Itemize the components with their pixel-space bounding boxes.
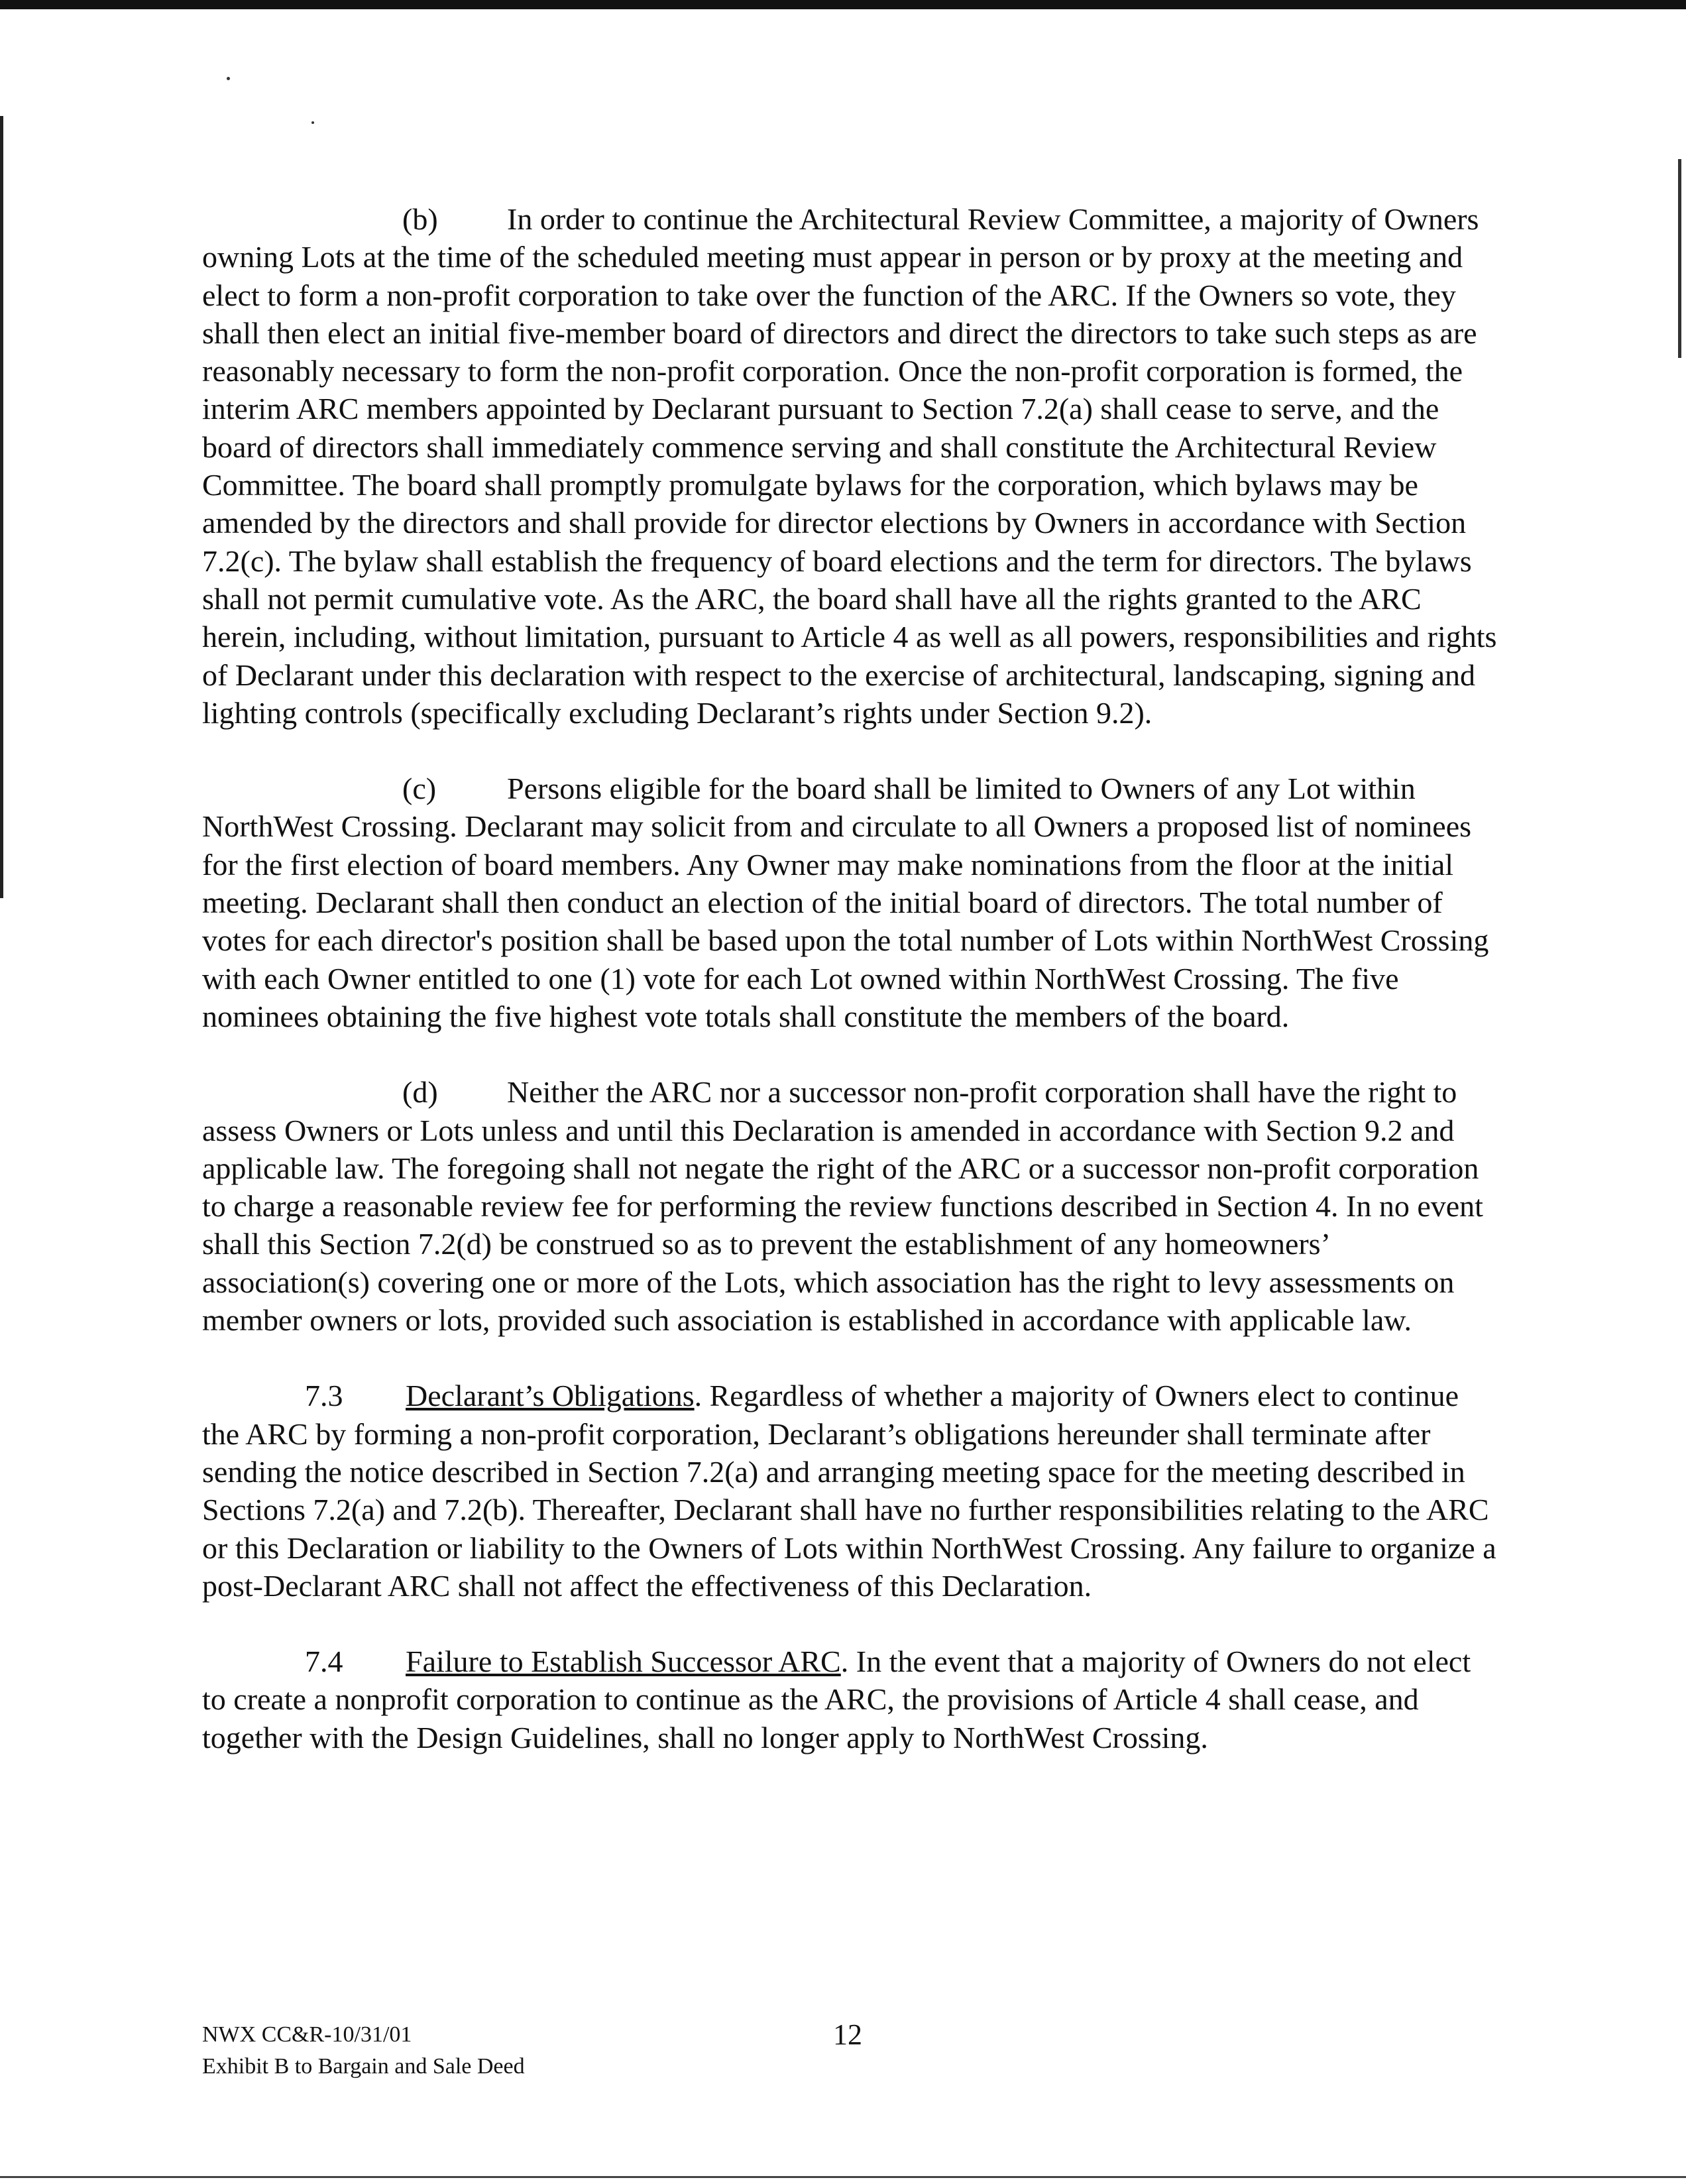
page-number: 12 [833, 2018, 862, 2051]
section-title: Declarant’s Obligations [406, 1379, 695, 1413]
section-number: 7.3 [305, 1379, 343, 1413]
scan-speck [311, 121, 314, 124]
scan-bottom-border [0, 2176, 1686, 2178]
subsection-label: (d) [402, 1075, 438, 1110]
subsection-text: Persons eligible for the board shall be limited to Owners of any Lot within NorthWest Crossing. Declarant may solicit from and circulate to all Owners a proposed list of nominees for the first election of board members. Any Owner may make nominations from the floor at the initial meeting. Declarant shall then conduct an election of the initial board of directors. The total number of votes for each director's position shall be based upon the total number of Lots within NorthWest Crossing with each Owner entitled to one (1) vote for each Lot owned within NorthWest Crossing. The five nominees obtaining the five highest vote totals shall constitute the members of the board. [202, 772, 1489, 1033]
section-number: 7.4 [305, 1644, 343, 1679]
subsection-text: In order to continue the Architectural Review Committee, a majority of Owners owning Lots at the time of the scheduled meeting must appear in person or by proxy at the meeting and elect to form a non-profit corporation to take over the function of the ARC. If the Owners so vote, they shall then elect an initial five-member board of directors and direct the directors to take such steps as are reasonably necessary to form the non-profit corporation. Once the non-profit corporation is formed, the interim ARC members appointed by Declarant pursuant to Section 7.2(a) shall cease to serve, and the board of directors shall immediately commence serving and shall constitute the Architectural Review Committee. The board shall promptly promulgate bylaws for the corporation, which bylaws may be amended by the directors and shall provide for director elections by Owners in accordance with Section 7.2(c). The bylaw shall establish the frequency of board elections and the term for directors. The bylaws shall not permit cumulative vote. As the ARC, the board shall have all the rights granted to the ARC herein, including, without limitation, pursuant to Article 4 as well as all powers, responsibilities and rights of Declarant under this declaration with respect to the exercise of architectural, landscaping, signing and lighting controls (specifically excluding Declarant’s rights under Section 9.2). [202, 202, 1497, 730]
section-text: . Regardless of whether a majority of Owners elect to continue the ARC by forming a non-profit corporation, Declarant’s obligations hereunder shall terminate after sending the notice described in Section 7.2(a) and arranging meeting space for the meeting described in Sections 7.2(a) and 7.2(b). Thereafter, Declarant shall have no further responsibilities relating to the ARC or this Declaration or liability to the Owners of Lots within NorthWest Crossing. Any failure to organize a post-Declarant ARC shall not affect the effectiveness of this Declaration. [202, 1379, 1496, 1603]
subsection-label: (b) [402, 202, 438, 236]
scan-right-edge [1678, 159, 1681, 358]
scan-top-border [0, 0, 1686, 9]
subsection-b [202, 200, 1501, 732]
section-title: Failure to Establish Successor ARC [406, 1644, 841, 1679]
footer-exhibit: Exhibit B to Bargain and Sale Deed [202, 2054, 525, 2079]
page-footer [202, 2019, 1501, 2083]
subsection-text: Neither the ARC nor a successor non-profit corporation shall have the right to assess Owners or Lots unless and until this Declaration is amended in accordance with Section 9.2 and applicable law. The foregoing shall not negate the right of the ARC or a successor non-profit corporation to charge a reasonable review fee for performing the review functions described in Section 4. In no event shall this Section 7.2(d) be construed so as to prevent the establishment of any homeowners’ association(s) covering one or more of the Lots, which association has the right to levy assessments on member owners or lots, provided such association is established in accordance with applicable law. [202, 1075, 1483, 1338]
scan-left-edge [0, 116, 3, 898]
document-body [202, 200, 1501, 1794]
subsection-d [202, 1073, 1501, 1339]
footer-doc-id: NWX CC&R-10/31/01 [202, 2022, 412, 2047]
subsection-c [202, 770, 1501, 1035]
section-7-3 [202, 1377, 1501, 1605]
section-7-4 [202, 1642, 1501, 1756]
subsection-label: (c) [402, 772, 437, 806]
scan-speck [227, 77, 230, 80]
section-text: . In the event that a majority of Owners do not elect to create a nonprofit corporation to continue as the ARC, the provisions of Article 4 shall cease, and together with the Design Guidelines, shall no longer apply to NorthWest Crossing. [202, 1644, 1471, 1754]
